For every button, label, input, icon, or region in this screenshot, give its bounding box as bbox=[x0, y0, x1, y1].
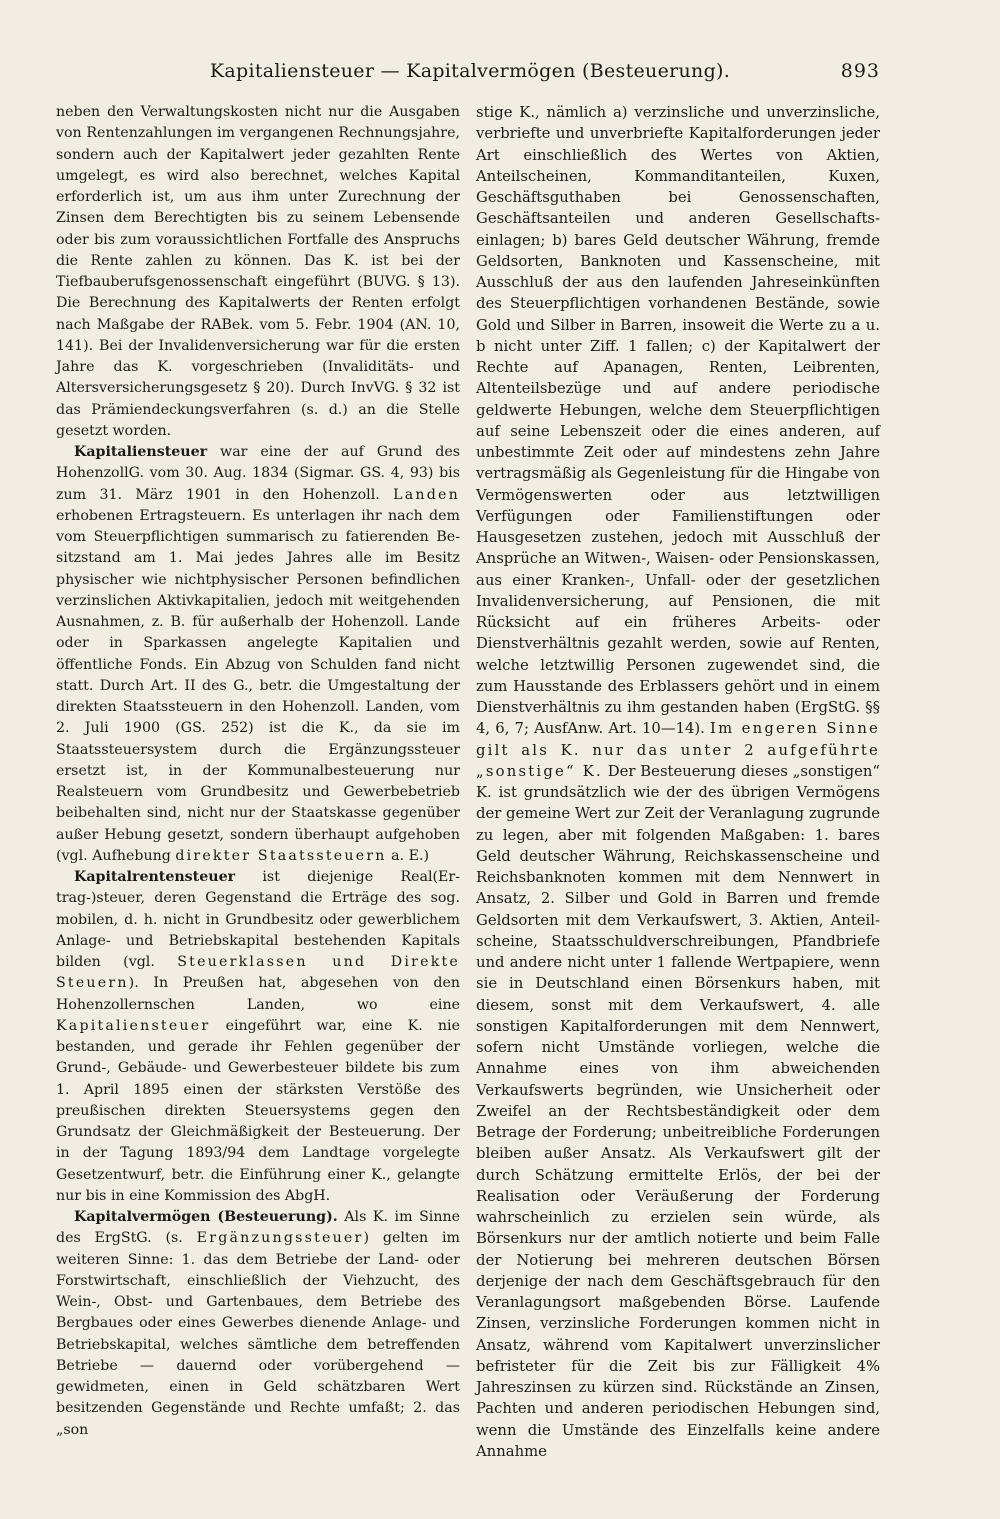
running-title: Kapitaliensteuer — Kapitalvermögen (Besteuerung). bbox=[209, 60, 731, 82]
page-number: 893 bbox=[840, 60, 880, 82]
entry-text: eingeführt war, eine K. nie bestanden, und gerade ihr Fehlen gegenüber der Grund-, Gebäude- und Gewerbesteuer bildete bis zum 1. April 1895 einen der stärksten Verstöße des preußischen direkten Steuersystems gegen den Grundsatz der Gleichmäßigkeit der Besteuerung. Der in der Tagung 1893/94 dem Landtage vorgelegte Gesetzentwurf, betr. die Einführung einer K., gelangte nur bis in eine Kommission des AbgH. bbox=[56, 1017, 460, 1204]
cross-reference: Steuerklassen und Direkte Steuern bbox=[56, 954, 460, 992]
paragraph-continuation bbox=[476, 102, 880, 1462]
cross-reference: direkter Staatssteuern bbox=[175, 847, 387, 864]
entry-text: ) gelten im weiteren Sinne: 1. das dem Betriebe der Land- oder Forstwirtschaft, einschließlich der Viehzucht, des Wein-, Obst- und Gartenbaues, dem Betriebe des Bergbaues oder eines Gewerbes dienende Anlage- und Betriebskapital, welches sämtliche dem betreffenden Betriebe — dauernd oder vorübergehend — gewidmeten, einen in Geld schätzbaren Wert besitzenden Gegenstände und Rechte umfaßt; 2. das „son bbox=[56, 1230, 461, 1438]
right-column bbox=[476, 102, 880, 1462]
spaced-emphasis: Landen bbox=[393, 486, 460, 503]
cross-reference: Kapitaliensteuer bbox=[56, 1017, 211, 1034]
entry-kapitalrentensteuer bbox=[56, 867, 460, 1207]
entry-lemma: Kapitaliensteuer bbox=[74, 444, 208, 460]
paragraph-continuation bbox=[56, 102, 460, 442]
entry-text: Als K. im Sinne des ErgStG. (s. bbox=[56, 1209, 460, 1247]
entry-lemma: Kapitalrentensteuer bbox=[74, 869, 236, 885]
entry-text: ist diejenige Real(Ertrag-)steuer, deren Gegenstand die Erträge des sog. mobilen, d. h. nicht in Grundbesitz oder gewerblichem Anlage- und Betriebskapital bestehenden Kapitals bilden (vgl. bbox=[56, 869, 460, 970]
paragraph-text: neben den Verwaltungskosten nicht nur die Ausgaben von Rentenzahlungen im vergangenen Rechnungsjahre, sondern auch der Kapitalwert jeder gezahlten Rente umgelegt, es wird also berechnet, welches Kapital erforderlich ist, um aus ihm unter Zurechnung der Zinsen dem Berechtigten bis zu seinem Lebensende oder bis zum voraussichtlichen Fortfalle des Anspruchs die Rente zahlen zu können. Das K. ist bei der Tiefbauberufsgenossenschaft eingeführt (BUVG. § 13). Die Berechnung des Kapitalwerts der Renten erfolgt nach Maßgabe der RABek. vom 5. Febr. 1904 (AN. 10, 141). Bei der Invalidenversicherung war für die ersten Jahre das K. vorgeschrieben (Invaliditäts- und Altersversicherungsgesetz § 20). Durch InvVG. § 32 ist das Prämiendeckungsverfahren (s. d.) an die Stelle gesetzt worden. bbox=[56, 104, 460, 439]
cross-reference: Ergänzungssteuer bbox=[196, 1230, 364, 1247]
entry-text: ). In Preußen hat, abgesehen von den Hohenzollernschen Landen, wo eine bbox=[56, 975, 460, 1013]
entry-kapitaliensteuer bbox=[56, 442, 460, 867]
spaced-emphasis: Im engeren Sinne gilt als K. nur das unter 2 aufgeführte „sonstige“ K. bbox=[476, 720, 881, 780]
entry-text: war eine der auf Grund des HohenzollG. vom 30. Aug. 1834 (Sigmar. GS. 4, 93) bis zum 31. März 1901 in den Hohenzoll. bbox=[56, 444, 460, 503]
paragraph-text: stige K., nämlich a) verzinsliche und unverzinsliche, verbriefte und unverbriefte Kapitalforderungen jeder Art einschließlich des Wertes von Aktien, Anteilscheinen, Kommanditanteilen, Kuxen, Geschäftsguthaben bei Genossenschaften, Geschäftsanteilen und anderen Gesellschaftseinlagen; b) bares Geld deutscher Währung, fremde Geldsorten, Banknoten und Kassenscheine, mit Ausschluß der aus den laufenden Jahreseinkünften des Steuerpflichtigen vorhandenen Bestände, sowie Gold und Silber in Barren, insoweit die Werte zu a u. b nicht unter Ziff. 1 fallen; c) der Kapitalwert der Rechte auf Apanagen, Renten, Leibrenten, Altenteilsbezüge und auf andere periodische geldwerte Hebungen, welche dem Steuerpflichtigen auf seine Lebenszeit oder die eines anderen, auf unbestimmte Zeit oder auf mindestens zehn Jahre vertragsmäßig als Gegenleistung für die Hingabe von Vermögenswerten oder aus letztwilligen Verfügungen oder Familienstiftungen oder Hausgesetzen zustehen, jedoch mit Ausschluß der Ansprüche an Witwen-, Waisen- oder Pensionskassen, aus einer Kranken-, Unfall- oder der gesetzlichen Invalidenversicherung, auf Pensionen, die mit Rücksicht auf ein früheres Arbeits- oder Dienstverhältnis gezahlt werden, sowie auf Renten, welche letztwillig Personen zugewendet sind, die zum Hausstande des Erblassers gehört und in einem Dienstverhältnis zu ihm gestanden haben (ErgStG. §§ 4, 6, 7; AusfAnw. Art. 10—14). bbox=[476, 104, 880, 738]
entry-lemma: Kapitalvermögen (Besteuerung). bbox=[74, 1209, 338, 1225]
paragraph-text: Der Besteuerung dieses „sonstigen“ K. ist grundsätzlich wie der des übrigen Vermögens der gemeine Wert zur Zeit der Veranlagung zugrunde zu legen, aber mit folgenden Maßgaben: 1. bares Geld deutscher Währung, Reichskassenscheine und Reichsbanknoten kommen mit dem Nennwert in Ansatz, 2. Silber und Gold in Barren und fremde Geldsorten mit dem Verkaufswert, 3. Aktien, Anteilscheine, Staatsschuldverschreibungen, Pfandbriefe und andere nicht unter 1 fallende Wertpapiere, wenn sie in Deutschland einen Börsenkurs haben, mit diesem, sonst mit dem Verkaufswert, 4. alle sonstigen Kapitalforderungen mit dem Nennwert, sofern nicht Umstände vorliegen, welche die Annahme eines von ihm abweichenden Verkaufswerts begründen, wie Unsicherheit oder Zweifel an der Rechtsbeständigkeit oder dem Betrage der Forderung; unbeitreibliche Forderungen bleiben außer Ansatz. Als Verkaufswert gilt der durch Schätzung ermittelte Erlös, der bei der Realisation oder Veräußerung der Forderung wahrscheinlich zu erzielen sein würde, als Börsenkurs nur der amtlich notierte und beim Falle der Notierung bei mehreren deutschen Börsen derjenige der nach dem Geschäftsgebrauch für den Veranlagungsort maßgebenden Börse. Laufende Zinsen, verzinsliche Forderungen kommen nicht in Ansatz, während vom Kapitalwert unverzinslicher befristeter für die Zeit bis zur Fälligkeit 4% Jahreszinsen zu kürzen sind. Rückstände an Zinsen, Pachten und anderen periodischen Hebungen sind, wenn die Umstände des Einzelfalls keine andere Annahme bbox=[476, 762, 880, 1460]
entry-text: a. E.) bbox=[386, 847, 430, 864]
left-column bbox=[56, 102, 460, 1441]
entry-kapitalvermoegen bbox=[56, 1207, 460, 1441]
entry-text: erhobenen Ertragsteuern. Es unterlagen ihr nach dem vom Steuerpflichtigen summarisch zu fatierenden Besitzstand am 1. Mai jedes Jahres alle im Besitz physischer wie nichtphysischer Personen befindlichen verzinslichen Aktivkapitalien, jedoch mit weitgehenden Ausnahmen, z. B. für außerhalb der Hohenzoll. Lande oder in Sparkassen angelegte Kapitalien und öffentliche Fonds. Ein Abzug von Schulden fand nicht statt. Durch Art. II des G., betr. die Umgestaltung der direkten Staatssteuern in den Hohenzoll. Landen, vom 2. Juli 1900 (GS. 252) ist die K., da sie im Staatssteuersystem durch die Ergänzungssteuer ersetzt ist, in der Kommunalbesteuerung nur Realsteuern vom Grundbesitz und Gewerbebetrieb beibehalten sind, nicht nur der Staatskasse gegenüber außer Hebung gesetzt, sondern überhaupt aufgehoben (vgl. Aufhebung bbox=[56, 507, 460, 864]
